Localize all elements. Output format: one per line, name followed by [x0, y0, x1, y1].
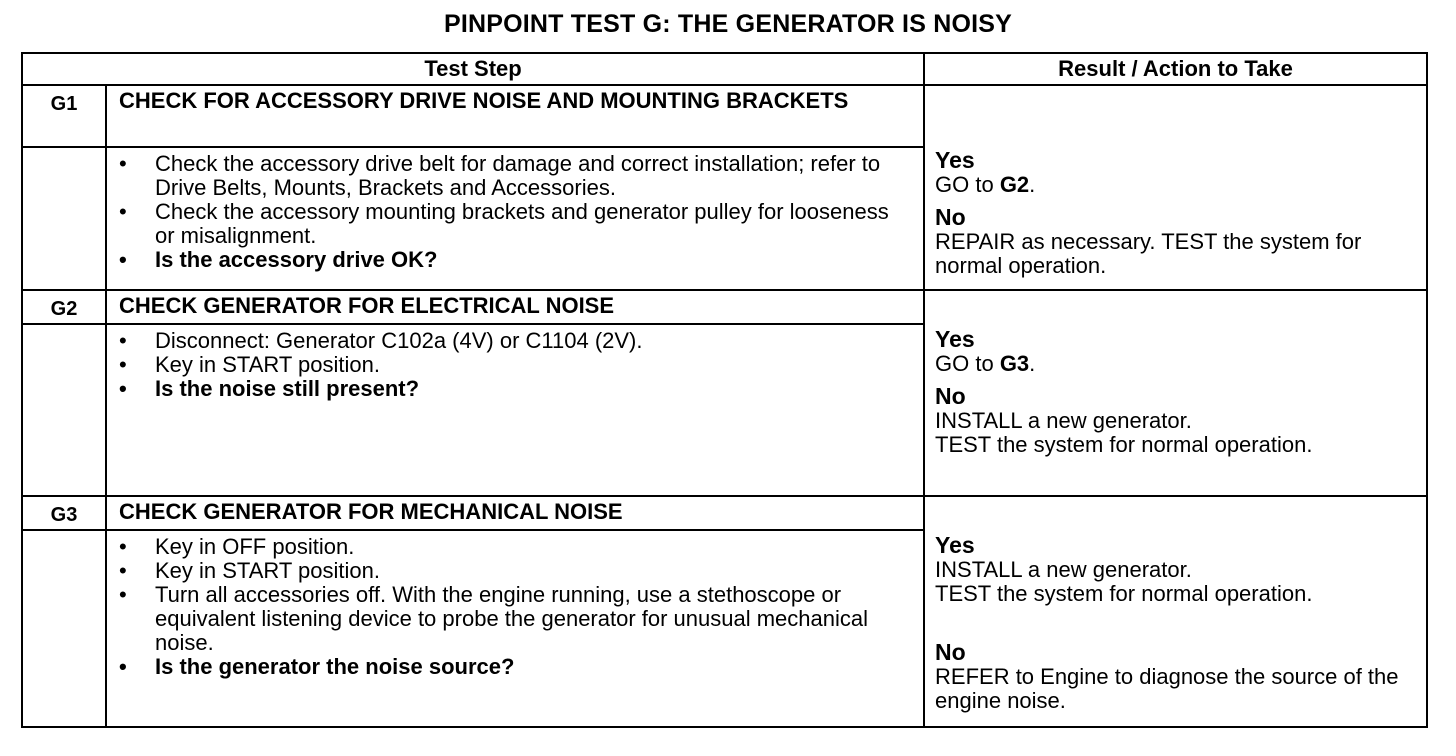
step-g3-result: [924, 496, 1427, 727]
header-test-step: Test Step: [22, 53, 924, 85]
no-label: No: [935, 639, 966, 665]
no-action-2: TEST the system for normal operation.: [935, 432, 1313, 457]
yes-label: Yes: [935, 532, 975, 558]
yes-action-2: TEST the system for normal operation.: [935, 581, 1313, 606]
list-item: • Check the accessory mounting brackets and generator pulley for looseness or misalignment.: [155, 200, 911, 248]
step-g1-title-row: [22, 85, 1427, 147]
step-g1-result: [924, 85, 1427, 290]
step-g1-instructions: [106, 147, 924, 290]
yes-action: GO to G3.: [935, 351, 1036, 376]
header-row: [22, 53, 1427, 85]
list-item: • Turn all accessories off. With the engine running, use a stethoscope or equivalent listening device to probe the generator for unusual mechanical noise.: [155, 583, 911, 655]
yes-label: Yes: [935, 147, 975, 173]
no-label: No: [935, 383, 966, 409]
step-title: CHECK GENERATOR FOR ELECTRICAL NOISE: [106, 290, 924, 324]
step-g3-title-row: [22, 496, 1427, 530]
step-title: CHECK GENERATOR FOR MECHANICAL NOISE: [106, 496, 924, 530]
no-action: REPAIR as necessary. TEST the system for normal operation.: [935, 229, 1362, 278]
list-item: • Key in START position.: [155, 353, 911, 377]
step-code: G3: [22, 496, 106, 530]
step-question: • Is the generator the noise source?: [155, 655, 911, 679]
pinpoint-test-table: [21, 52, 1428, 728]
yes-label: Yes: [935, 326, 975, 352]
step-g3-instructions: [106, 530, 924, 727]
list-item: • Key in OFF position.: [155, 535, 911, 559]
step-g2-result: [924, 290, 1427, 496]
header-result: Result / Action to Take: [924, 53, 1427, 85]
yes-action-1: INSTALL a new generator.: [935, 557, 1192, 582]
yes-action: GO to G2.: [935, 172, 1036, 197]
list-item: • Check the accessory drive belt for damage and correct installation; refer to Drive Belts, Mounts, Brackets and Accessories.: [155, 152, 911, 200]
step-question: • Is the noise still present?: [155, 377, 911, 401]
step-code: G2: [22, 290, 106, 324]
step-code: G1: [22, 85, 106, 147]
step-g2-title-row: [22, 290, 1427, 324]
step-question: • Is the accessory drive OK?: [155, 248, 911, 272]
no-action-1: INSTALL a new generator.: [935, 408, 1192, 433]
list-item: • Key in START position.: [155, 559, 911, 583]
step-title: CHECK FOR ACCESSORY DRIVE NOISE AND MOUNTING BRACKETS: [106, 85, 924, 147]
list-item: • Disconnect: Generator C102a (4V) or C1104 (2V).: [155, 329, 911, 353]
step-g2-instructions: [106, 324, 924, 496]
page-title: PINPOINT TEST G: THE GENERATOR IS NOISY: [443, 10, 1013, 38]
no-action: REFER to Engine to diagnose the source of the engine noise.: [935, 664, 1399, 713]
no-label: No: [935, 204, 966, 230]
